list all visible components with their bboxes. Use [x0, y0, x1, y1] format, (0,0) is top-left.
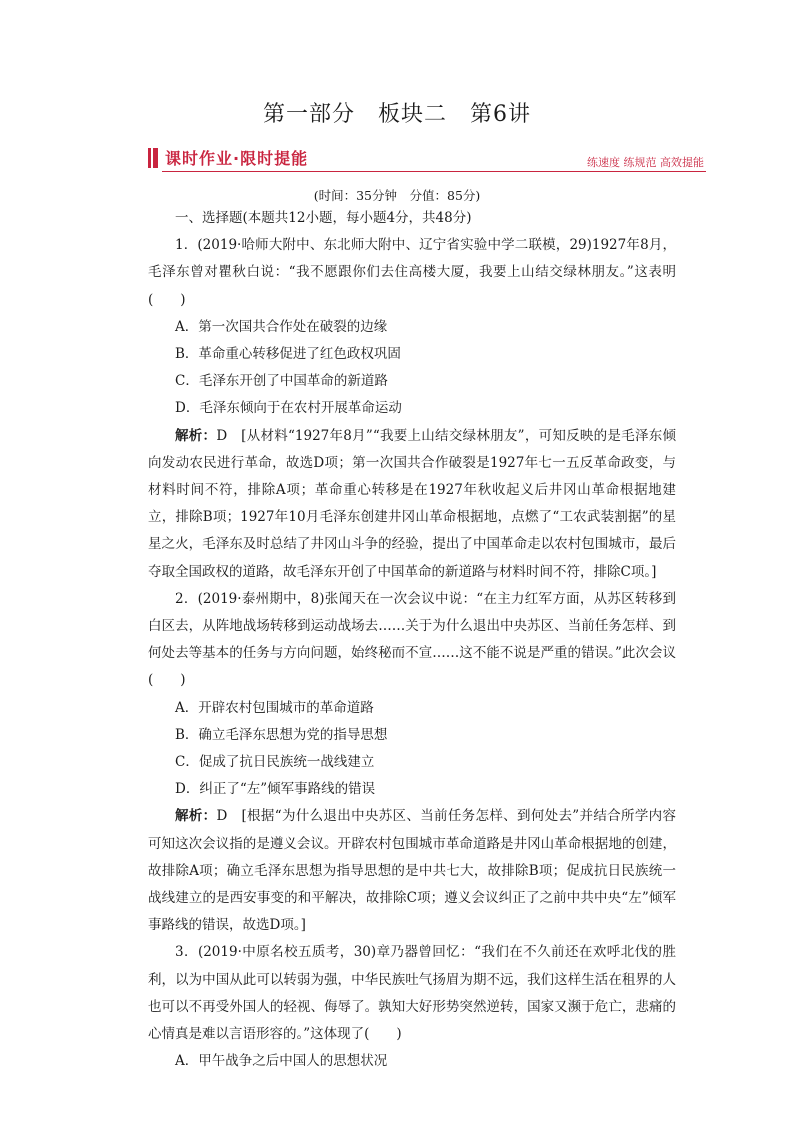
answer-option: B．确立毛泽东思想为党的指导思想 — [175, 726, 388, 743]
page-title: 第一部分 板块二 第6讲 — [263, 102, 531, 127]
question-stem: 2．(2019·泰州期中，8)张闻天在一次会议中说：“在主力红军方面，从苏区转移到白区去，从阵地战场转移到运动战场去……关于为什么退出中央苏区、当前任务怎样、到何处去等基本的任务与方向问题，始终秘而不宣……这不能不说是严重的错误。”此次会议( ) — [148, 590, 676, 689]
answer-option: C．毛泽东开创了中国革命的新道路 — [175, 373, 388, 390]
banner-rule — [162, 171, 706, 172]
explanation — [148, 423, 676, 586]
explanation-label: 解析： — [175, 427, 217, 444]
section-banner — [148, 146, 706, 172]
banner-bars-decoration — [148, 148, 160, 168]
answer-option: D．纠正了“左”倾军事路线的错误 — [175, 781, 376, 798]
answer-option: A．甲午战争之后中国人的思想状况 — [175, 1053, 388, 1070]
explanation — [148, 803, 676, 939]
answer-option: B．革命重心转移促进了红色政权巩固 — [175, 346, 401, 363]
section-heading: 一、选择题(本题共12小题，每小题4分，共48分) — [175, 210, 472, 226]
explanation-text: D [根据“为什么退出中央苏区、当前任务怎样、到何处去”并结合所学内容可知这次会议指的是遵义会议。开辟农村包围城市革命道路是井冈山革命根据地的创建，故排除A项；确立毛泽东思想为指导思想的是中共七大，故排除B项；促成抗日民族统一战线建立的是西安事变的和平解决，故排除C项；遵义会议纠正了之前中共中央“左”倾军事路线的错误，故选D项。] — [148, 808, 676, 934]
time-score-info: (时间：35分钟 分值：85分) — [313, 188, 481, 203]
answer-option: C．促成了抗日民族统一战线建立 — [175, 754, 375, 771]
banner-slogan: 练速度 练规范 高效提能 — [587, 156, 704, 169]
banner-label: 课时作业·限时提能 — [165, 149, 309, 168]
question-stem: 3．(2019·中原名校五质考，30)章乃器曾回忆：“我们在不久前还在欢呼北伐的胜利，以为中国从此可以转弱为强，中华民族吐气扬眉为期不远，我们这样生活在租界的人也可以不再受外国人的轻视、侮辱了。孰知大好形势突然逆转，国家又濒于危亡，悲痛的心情真是难以言语形容的。”这体现了( ) — [148, 944, 676, 1043]
document-body — [148, 205, 676, 1076]
explanation-label: 解析： — [175, 808, 217, 825]
answer-option: A．开辟农村包围城市的革命道路 — [175, 699, 374, 716]
answer-option: A．第一次国共合作处在破裂的边缘 — [175, 318, 388, 335]
explanation-text: D [从材料“1927年8月”“我要上山结交绿林朋友”，可知反映的是毛泽东倾向发动农民进行革命，故选D项；第一次国共合作破裂是1927年七一五反革命政变，与材料时间不符，排除A项；革命重心转移是在1927年秋收起义后井冈山革命根据地建立，排除B项；1927年10月毛泽东创建井冈山革命根据地，点燃了“工农武装割据”的星星之火，毛泽东及时总结了井冈山斗争的经验，提出了中国革命走以农村包围城市，最后夺取全国政权的道路，故毛泽东开创了中国革命的新道路与材料时间不符，排除C项。] — [148, 427, 676, 580]
question-stem: 1．(2019·哈师大附中、东北师大附中、辽宁省实验中学二联模，29)1927年8月，毛泽东曾对瞿秋白说：“我不愿跟你们去住高楼大厦，我要上山结交绿林朋友。”这表明( ) — [148, 237, 676, 308]
answer-option: D．毛泽东倾向于在农村开展革命运动 — [175, 400, 402, 417]
